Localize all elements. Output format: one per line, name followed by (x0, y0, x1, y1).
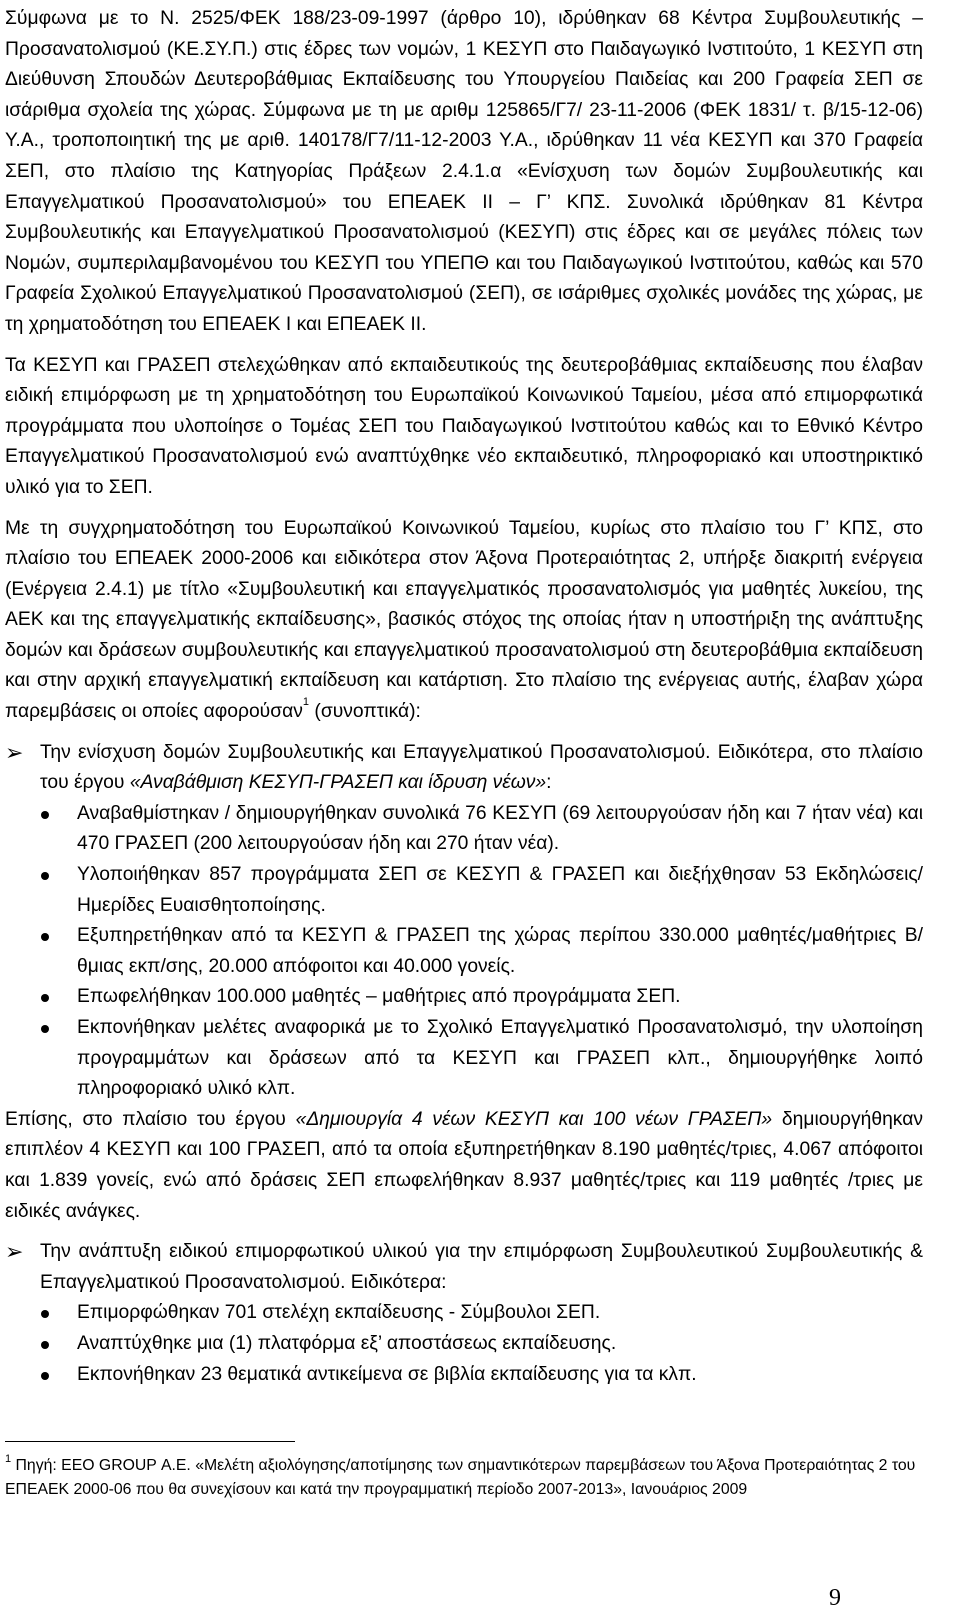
structures-results-list (5, 799, 923, 1105)
paragraph-staffing: Τα ΚΕΣΥΠ και ΓΡΑΣΕΠ στελεχώθηκαν από εκπαιδευτικούς της δευτεροβάθμιας εκπαίδευσης που έλαβαν ειδική επιμόρφωση με τη χρηματοδότηση του Ευρωπαϊκού Κοινωνικού Ταμείου, μέσα από επιμορφωτικά προγράμματα που υλοποίησε ο Τομέας ΣΕΠ του Παιδαγωγικού Ινστιτούτου καθώς και το Εθνικό Κέντρο Επαγγελματικού Προσανατολισμού ενώ αναπτύχθηκε νέο εκπαιδευτικό, πληροφοριακό και υποστηρικτικό υλικό για το ΣΕΠ. (5, 354, 923, 498)
list-item-text: Εκπονήθηκαν 23 θεματικά αντικείμενα σε βιβλία εκπαίδευσης για τα κλπ. (77, 1363, 697, 1385)
list-item (5, 1329, 923, 1360)
arrow-bullet-icon: ➢ (5, 1239, 24, 1265)
footnote-reference[interactable]: 1 (302, 696, 310, 709)
bullet-dot-icon (41, 933, 49, 941)
bullet-dot-icon (41, 1310, 49, 1318)
list-item-text: Αναβαθμίστηκαν / δημιουργήθηκαν συνολικά 76 ΚΕΣΥΠ (69 λειτουργούσαν ήδη και 7 ήταν νέα) και 470 ΓΡΑΣΕΠ (200 λειτουργούσαν ήδη και 270 ήταν νέα). (77, 802, 923, 855)
bullet-dot-icon (41, 1372, 49, 1380)
paragraph-esf-funding (5, 514, 923, 728)
section-structures-intro-tail: : (546, 772, 552, 794)
bullet-dot-icon (41, 872, 49, 880)
list-item (5, 982, 923, 1013)
paragraph-esf-funding-tail: (συνοπτικά): (309, 701, 421, 723)
training-results-list (5, 1298, 923, 1390)
footnote (5, 1454, 925, 1502)
paragraph-new-kesyp-project (5, 1105, 923, 1227)
document-body (5, 4, 923, 1390)
list-item-text: Επωφελήθηκαν 100.000 μαθητές – μαθήτριες από προγράμματα ΣΕΠ. (77, 986, 681, 1008)
new-kesyp-project-lead: Επίσης, στο πλαίσιο του έργου (5, 1108, 296, 1130)
list-item-text: Επιμορφώθηκαν 701 στελέχη εκπαίδευσης - Σύμβουλοι ΣΕΠ. (77, 1302, 601, 1324)
list-item (5, 921, 923, 982)
footnote-number: 1 (5, 1453, 12, 1465)
list-item (5, 1360, 923, 1391)
paragraph-esf-funding-text: Με τη συγχρηματοδότηση του Ευρωπαϊκού Κοινωνικού Ταμείου, κυρίως στο πλαίσιο του Γ’ ΚΠΣ, στο πλαίσιο του ΕΠΕΑΕΚ 2000-2006 και ειδικότερα στον Άξονα Προτεραιότητας 2, υπήρξε διακριτή ενέργεια (Ενέργεια 2.4.1) με τίτλο «Συμβουλευτική και επαγγελματικός προσανατολισμός για μαθητές λυκείου, της ΑΕΚ και της επαγγελματικής εκπαίδευσης», βασικός στόχος της οποίας ήταν η υποστήριξη της ανάπτυξης δομών και δράσεων συμβουλευτικής και επαγγελματικού προσανατολισμού στη δευτεροβάθμια εκπαίδευση και στην αρχική επαγγελματική εκπαίδευση και κατάρτιση. Στο πλαίσιο της ενέργειας αυτής, έλαβαν χώρα παρεμβάσεις οι οποίες αφορούσαν (5, 517, 923, 723)
bullet-dot-icon (41, 811, 49, 819)
section-training-intro: Την ανάπτυξη ειδικού επιμορφωτικού υλικού για την επιμόρφωση Συμβουλευτικού Συμβουλευτικής & Επαγγελματικού Προσανατολισμού. Ειδικότερα: (40, 1241, 923, 1293)
list-item (5, 1298, 923, 1329)
section-training-material (5, 1237, 923, 1298)
section-structures-intro (40, 738, 923, 799)
footnote-separator (5, 1441, 295, 1442)
bullet-dot-icon (41, 994, 49, 1002)
section-structures-intro-text: Την ενίσχυση δομών Συμβουλευτικής και Επαγγελματικού Προσανατολισμού. Ειδικότερα, στο πλαίσιο του έργου (40, 741, 923, 794)
footnote-text: Πηγή: ΕΕΟ GROUP Α.Ε. «Μελέτη αξιολόγησης/αποτίμησης των σημαντικότερων παρεμβάσεων του Άξονα Προτεραιότητας 2 του ΕΠΕΑΕΚ 2000-06 που θα συνεχίσουν και κατά την προγραμματική περίοδο 2007-2013», Ιανουάριος 2009 (5, 1457, 916, 1498)
list-item (5, 860, 923, 921)
list-item-text: Υλοποιήθηκαν 857 προγράμματα ΣΕΠ σε ΚΕΣΥΠ & ΓΡΑΣΕΠ και διεξήχθησαν 53 Εκδηλώσεις/Ημερίδες Ευαισθητοποίησης. (77, 864, 923, 916)
page-number: 9 (829, 1585, 841, 1611)
list-item (5, 799, 923, 860)
list-item-text: Εκπονήθηκαν μελέτες αναφορικά με το Σχολικό Επαγγελματικό Προσανατολισμό, την υλοποίηση προγραμμάτων και δράσεων από τα ΚΕΣΥΠ και ΓΡΑΣΕΠ κλπ., δημιουργήθηκε λοιπό πληροφοριακό υλικό κλπ. (77, 1017, 923, 1100)
bullet-dot-icon (41, 1025, 49, 1033)
project-title-new-kesyp: «Δημιουργία 4 νέων ΚΕΣΥΠ και 100 νέων ΓΡΑΣΕΠ» (295, 1108, 773, 1130)
arrow-bullet-icon: ➢ (5, 739, 24, 765)
new-kesyp-project-tail: δημιουργήθηκαν επιπλέον 4 ΚΕΣΥΠ και 100 ΓΡΑΣΕΠ, από τα οποία εξυπηρετήθηκαν 8.190 μαθητές/τριες, 4.067 απόφοιτοι και 1.839 γονείς, ενώ από δράσεις ΣΕΠ επωφελήθηκαν 8.937 μαθητές/τριες και 119 μαθητές /τριες με ειδικές ανάγκες. (5, 1108, 923, 1222)
list-item-text: Αναπτύχθηκε μια (1) πλατφόρμα εξ’ αποστάσεως εκπαίδευσης. (77, 1332, 617, 1354)
project-title-upgrade: «Αναβάθμιση ΚΕΣΥΠ-ΓΡΑΣΕΠ και ίδρυση νέων» (129, 772, 547, 794)
section-structures-support (5, 738, 923, 799)
list-item (5, 1013, 923, 1105)
list-item-text: Εξυπηρετήθηκαν από τα ΚΕΣΥΠ & ΓΡΑΣΕΠ της χώρας περίπου 330.000 μαθητές/μαθήτριες Β/θμιας εκπ/σης, 20.000 απόφοιτοι και 40.000 γονείς. (77, 925, 923, 977)
bullet-dot-icon (41, 1341, 49, 1349)
paragraph-kesyp-founding: Σύμφωνα με το Ν. 2525/ΦΕΚ 188/23-09-1997 (άρθρο 10), ιδρύθηκαν 68 Κέντρα Συμβουλευτικής – Προσανατολισμού (ΚΕ.ΣΥ.Π.) στις έδρες των νομών, 1 ΚΕΣΥΠ στο Παιδαγωγικό Ινστιτούτο, 1 ΚΕΣΥΠ στη Διεύθυνση Σπουδών Δευτεροβάθμιας Εκπαίδευσης του Υπουργείου Παιδείας και 200 Γραφεία ΣΕΠ σε ισάριθμα σχολεία της χώρας. Σύμφωνα με τη με αριθμ 125865/Γ7/ 23-11-2006 (ΦΕΚ 1831/ τ. β/15-12-06) Υ.Α., τροποποιητική της με αριθ. 140178/Γ7/11-12-2003 Υ.Α., ιδρύθηκαν 11 νέα ΚΕΣΥΠ και 370 Γραφεία ΣΕΠ, στο πλαίσιο της Κατηγορίας Πράξεων 2.4.1.α «Ενίσχυση των δομών Συμβουλευτικής και Επαγγελματικού Προσανατολισμού» του ΕΠΕΑΕΚ ΙΙ – Γ’ ΚΠΣ. Συνολικά ιδρύθηκαν 81 Κέντρα Συμβουλευτικής και Επαγγελματικού Προσανατολισμού (ΚΕΣΥΠ) στις έδρες και σε μεγάλες πόλεις των Νομών, συμπεριλαμβανομένου του ΚΕΣΥΠ του ΥΠΕΠΘ και του Παιδαγωγικού Ινστιτούτου, καθώς και 570 Γραφεία Σχολικού Επαγγελματικού Προσανατολισμού (ΣΕΠ), σε ισάριθμες σχολικές μονάδες της χώρας, με τη χρηματοδότηση του ΕΠΕΑΕΚ Ι και ΕΠΕΑΕΚ ΙΙ. (5, 8, 923, 335)
